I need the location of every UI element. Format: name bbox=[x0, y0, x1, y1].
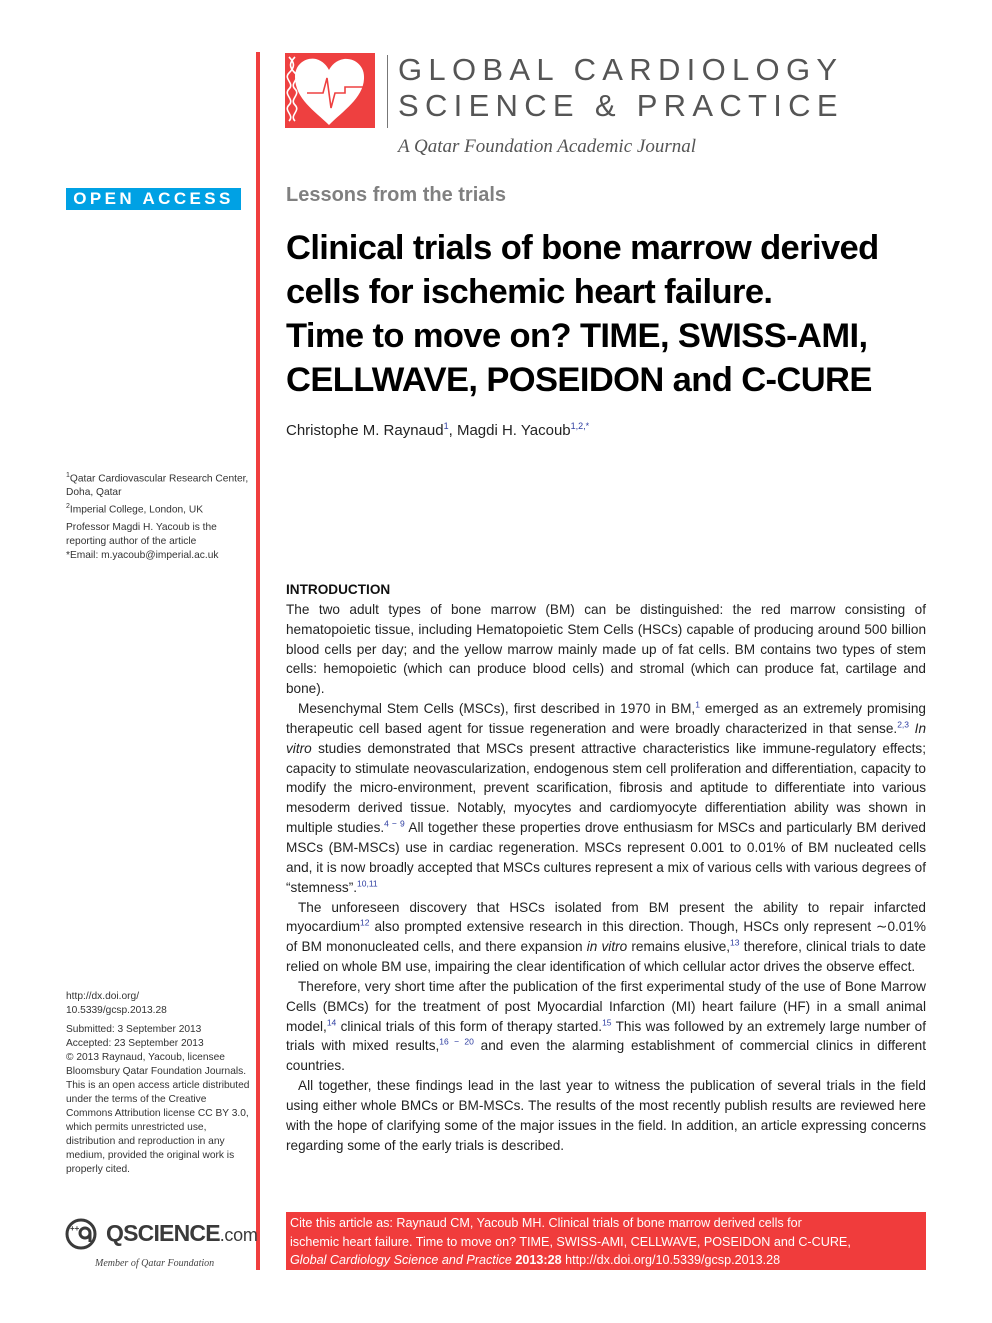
open-access-badge: OPEN ACCESS bbox=[66, 188, 241, 210]
title-line: CELLWAVE, POSEIDON and C-CURE bbox=[286, 361, 872, 399]
text-run: All together these properties drove enthusiasm for MSCs and particularly BM derived MSCs (BM-MSCs) use in cardiac regeneration. MSCs represent 0.001 to 0.01% of BM nucleated cells and, it is now broadly accepted that MSCs cultures represent a mix of various cells with various degrees of “stemness”. bbox=[286, 820, 926, 895]
article-info bbox=[66, 990, 251, 1177]
affiliations bbox=[66, 469, 251, 563]
journal-subtitle: A Qatar Foundation Academic Journal bbox=[398, 136, 696, 157]
corresponding-email[interactable]: *Email: m.yacoub@imperial.ac.uk bbox=[66, 549, 219, 561]
accepted-date: Accepted: 23 September 2013 bbox=[66, 1038, 204, 1049]
qscience-emblem-icon bbox=[64, 1218, 100, 1250]
submitted-date: Submitted: 3 September 2013 bbox=[66, 1024, 202, 1035]
text-run: Therefore, very short time after the publication of the first experimental study of the use of Bone Marrow Cells (BMCs) for the treatment of post Myocardial Infarction (MI) heart failure (HF) in a small animal model, bbox=[286, 978, 926, 1034]
text-run: The unforeseen discovery that HSCs isolated from BM present the ability to repair infarcted myocardium bbox=[286, 899, 926, 935]
citation-ref[interactable]: 2,3 bbox=[897, 719, 910, 730]
citation-doi-link[interactable]: http://dx.doi.org/10.5339/gcsp.2013.28 bbox=[561, 1253, 781, 1267]
journal-name-line1: GLOBAL CARDIOLOGY bbox=[398, 52, 844, 87]
citation-ref[interactable]: 10,11 bbox=[357, 878, 378, 889]
qscience-suffix: .com bbox=[219, 1225, 258, 1245]
citation-ref[interactable]: 4 − 9 bbox=[384, 818, 405, 829]
author-name: Christophe M. Raynaud bbox=[286, 422, 444, 439]
section-heading: INTRODUCTION bbox=[286, 582, 391, 597]
citation-ref[interactable]: 14 bbox=[326, 1017, 337, 1028]
qscience-logo bbox=[64, 1218, 258, 1252]
citation-ref[interactable]: 1 bbox=[695, 699, 700, 710]
author-separator: , bbox=[448, 422, 457, 439]
text-run: remains elusive, bbox=[627, 939, 731, 955]
author-name: Magdi H. Yacoub bbox=[456, 422, 571, 439]
doi-link[interactable] bbox=[66, 990, 251, 1018]
qscience-name: QSCIENCE bbox=[106, 1220, 220, 1246]
italic-term: in vitro bbox=[586, 939, 628, 955]
license-text: © 2013 Raynaud, Yacoub, licensee Bloomsbury Qatar Foundation Journals. This is an open access article distributed under the terms of the Creative Commons Attribution license CC BY 3.0, which permits unrestricted use, distribution and reproduction in any medium, provided the original work is properly cited. bbox=[66, 1052, 250, 1175]
doi-line[interactable]: 10.5339/gcsp.2013.28 bbox=[66, 1005, 167, 1016]
text-run: clinical trials of this form of therapy started. bbox=[336, 1018, 603, 1034]
citation-ref[interactable]: 16 − 20 bbox=[439, 1036, 474, 1047]
text-run: emerged as an extremely promising therapeutic cell based agent for tissue regeneration and were broadly characterized in that sense. bbox=[286, 701, 926, 736]
author-affiliation-ref[interactable]: 1,2,* bbox=[570, 421, 590, 431]
citation-line: Cite this article as: Raynaud CM, Yacoub MH. Clinical trials of bone marrow derived cells for bbox=[290, 1216, 802, 1230]
affiliation-text: Imperial College, London, UK bbox=[69, 504, 203, 516]
author-affiliation-ref[interactable]: 1 bbox=[443, 421, 449, 431]
qscience-wordmark bbox=[106, 1220, 258, 1247]
journal-name-line2: SCIENCE & PRACTICE bbox=[398, 88, 844, 123]
title-line: cells for ischemic heart failure. bbox=[286, 273, 773, 311]
text-run: studies demonstrated that MSCs present attractive characteristics like immune-regulatory effects; capacity to stimulate neovascularization, endogenous stem cell proliferation and differentiation, capacity to modify the micro-environment, prevent scarification, fibrosis and aptitude to differentiate into various mesoderm derived tissue. Notably, myocytes and cardiomyocyte differentiation ability was shown in multiple studies. bbox=[286, 740, 926, 836]
logo-separator bbox=[387, 55, 388, 128]
svg-text:++: ++ bbox=[70, 1224, 80, 1233]
journal-logo-icon bbox=[285, 53, 375, 128]
affiliation-number: 2 bbox=[66, 503, 70, 511]
citation-line bbox=[290, 1251, 922, 1270]
citation-line: ischemic heart failure. Time to move on? TIME, SWISS-AMI, CELLWAVE, POSEIDON and C-CURE, bbox=[290, 1234, 851, 1249]
paragraph bbox=[286, 898, 926, 977]
citation-box bbox=[286, 1212, 926, 1270]
paragraph: The two adult types of bone marrow (BM) can be distinguished: the red marrow consisting of hematopoietic tissue, including Hematopoietic Stem Cells (HSCs) capable of producing around 500 billion blood cells per day; and the yellow marrow mainly made up of fat cells. BM contains two types of stem cells: hemopoietic (which can produce blood cells) and stromal (which can produce fat, cartilage and bone). bbox=[286, 601, 926, 697]
text-run: therefore, clinical trials to date relied on whole BM use, impairing the clear identification of which cellular actor drives the observe effect. bbox=[286, 939, 926, 975]
reporting-author-note: Professor Magdi H. Yacoub is the reporting author of the article bbox=[66, 521, 217, 547]
citation-volume: 2013:28 bbox=[511, 1253, 562, 1267]
paragraph bbox=[286, 977, 926, 1076]
article-body bbox=[286, 580, 926, 1155]
citation-ref[interactable]: 13 bbox=[730, 937, 740, 948]
member-of-qatar-foundation: Member of Qatar Foundation bbox=[95, 1258, 215, 1269]
section-label: Lessons from the trials bbox=[286, 184, 507, 206]
article-title bbox=[286, 226, 936, 402]
affiliation-1 bbox=[66, 469, 251, 500]
text-run: also prompted extensive research in this direction. Though, HSCs only represent ∼0.01% of BM mononucleated cells, and there expansion bbox=[286, 919, 926, 955]
doi-line[interactable]: http://dx.doi.org/ bbox=[66, 991, 140, 1002]
text-run: and even the alarming establishment of commercial clinics in different countries. bbox=[286, 1038, 926, 1074]
text-run: This was followed by an extremely large number of trials with mixed results, bbox=[286, 1018, 927, 1054]
text-run: Mesenchymal Stem Cells (MSCs), first described in 1970 in BM, bbox=[298, 701, 696, 717]
affiliation-text: Qatar Cardiovascular Research Center, Doha, Qatar bbox=[66, 473, 249, 499]
title-line: Clinical trials of bone marrow derived bbox=[286, 229, 879, 267]
title-line: Time to move on? TIME, SWISS-AMI, bbox=[286, 317, 868, 355]
author-list bbox=[286, 421, 589, 439]
red-divider-line bbox=[256, 52, 260, 1270]
paragraph bbox=[286, 699, 926, 897]
affiliation-2 bbox=[66, 500, 251, 517]
citation-journal: Global Cardiology Science and Practice bbox=[290, 1253, 512, 1267]
paragraph: All together, these findings lead in the last year to witness the publication of several trials in the field using either whole BMCs or BM-MSCs. The results of the most recently publish results are reviewed here with the hope of clarifying some of the major issues in the field. In addition, an article expressing concerns regarding some of the early trials is described. bbox=[286, 1078, 926, 1153]
journal-name bbox=[398, 52, 844, 124]
citation-ref[interactable]: 12 bbox=[360, 917, 370, 928]
citation-ref[interactable]: 15 bbox=[602, 1017, 612, 1028]
italic-term: In vitro bbox=[286, 720, 927, 756]
affiliation-number: 1 bbox=[66, 472, 70, 479]
